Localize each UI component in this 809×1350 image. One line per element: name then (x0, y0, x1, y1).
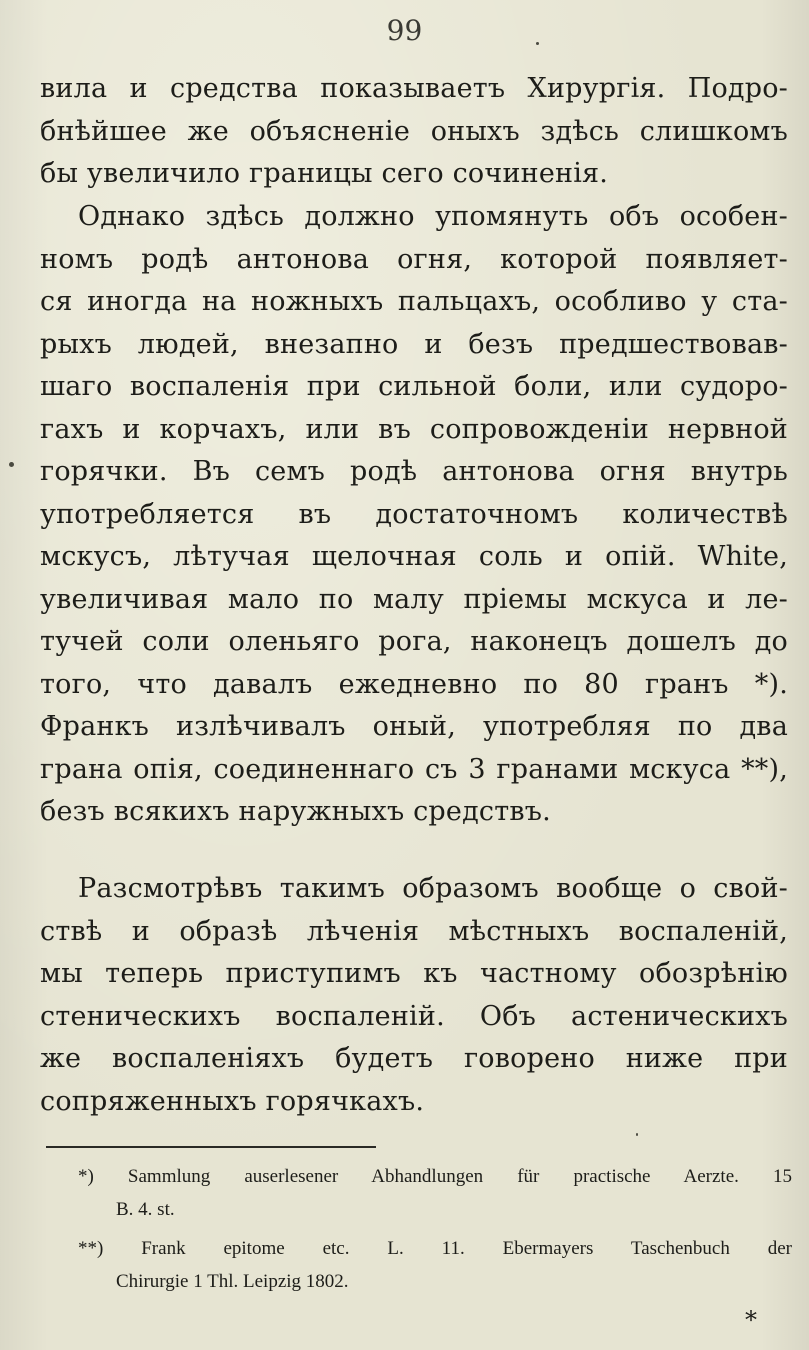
text-line: гахъ и корчахъ, или въ сопровожденіи нервной (40, 413, 788, 445)
text-line: вила и средства показываетъ Хирургія. Подро- (40, 73, 788, 104)
footnote-divider (46, 1146, 376, 1148)
paragraph-3 (40, 868, 788, 1123)
text-line: ствѣ и образѣ лѣченія мѣстныхъ воспаленій, (40, 915, 788, 947)
paper-speck (636, 1133, 638, 1136)
footnote-1-line: *) Sammlung auserlesener Abhandlungen für practische Aerzte. 15 (78, 1166, 792, 1187)
paper-speck (9, 462, 14, 467)
page-number: 99 (386, 14, 423, 47)
text-line: шаго воспаленія при сильной боли, или судоро- (40, 371, 788, 402)
text-line: тучей соли оленьяго рога, наконецъ дошелъ до (40, 626, 788, 657)
text-line: того, что давалъ ежедневно по 80 гранъ *). (40, 668, 788, 700)
text-line: сопряженныхъ горячкахъ. (40, 1085, 425, 1117)
text-line: рыхъ людей, внезапно и безъ предшествовав- (40, 328, 788, 360)
text-line: же воспаленіяхъ будетъ говорено ниже при (40, 1043, 788, 1074)
text-line: бнѣйшее же объясненіе оныхъ здѣсь слишкомъ (40, 115, 788, 147)
text-line: ся иногда на ножныхъ пальцахъ, особливо у ста- (40, 286, 788, 317)
text-line: горячки. Въ семъ родѣ антонова огня внутрь (40, 456, 788, 487)
signature-mark: * (745, 1306, 757, 1334)
footnote-2-line: **) Frank epitome etc. L. 11. Ebermayers Taschenbuch der (78, 1238, 792, 1259)
text-line: грана опія, соединеннаго съ 3 гранами мскуса **), (40, 753, 788, 785)
text-line: стеническихъ воспаленій. Объ астеническихъ (40, 1000, 788, 1032)
text-line: мскусъ, лѣтучая щелочная соль и опій. White, (40, 541, 788, 572)
text-line: употребляется въ достаточномъ количествѣ (40, 498, 788, 530)
text-line: увеличивая мало по малу пріемы мскуса и ле- (40, 583, 788, 615)
paragraph-1 (40, 68, 788, 196)
text-line: Разсмотрѣвъ такимъ образомъ вообще о свой- (78, 873, 788, 904)
text-line: номъ родѣ антонова огня, которой появляет- (40, 243, 788, 275)
text-line: мы теперь приступимъ къ частному обозрѣнію (40, 958, 788, 989)
footnotes (40, 1160, 792, 1298)
paper-speck (536, 42, 539, 45)
text-line: Однако здѣсь должно упомянуть объ особен- (78, 201, 788, 232)
footnote-1-line: B. 4. st. (116, 1199, 175, 1220)
text-line: безъ всякихъ наружныхъ средствъ. (40, 796, 551, 827)
paragraph-2 (40, 196, 788, 834)
text-line: бы увеличило границы сего сочиненія. (40, 158, 609, 189)
footnote-2-line: Chirurgie 1 Thl. Leipzig 1802. (116, 1271, 349, 1292)
text-line: Франкъ излѣчивалъ оный, употребляя по два (40, 711, 788, 742)
